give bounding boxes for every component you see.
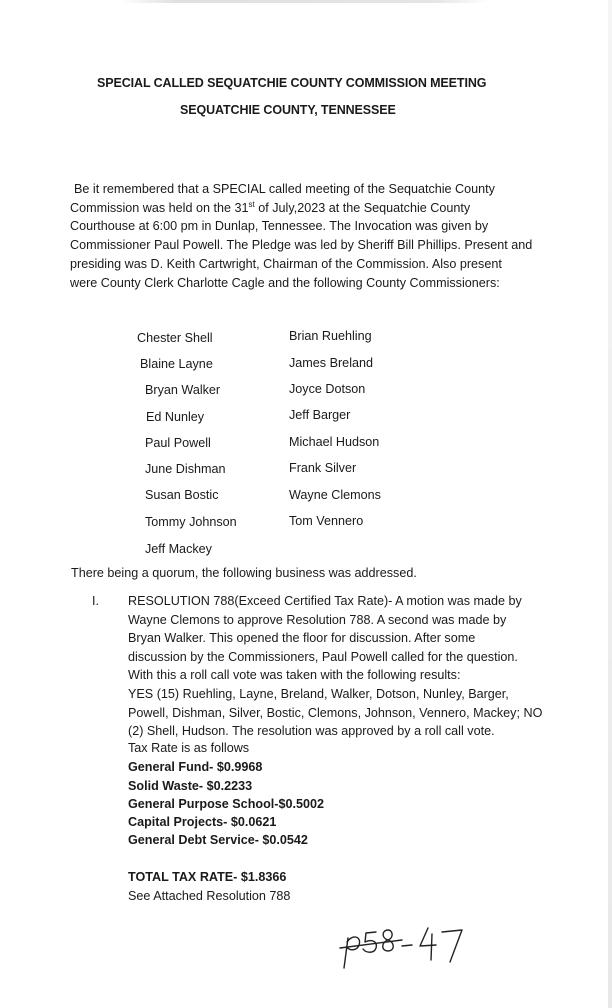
tax-rate-intro: Tax Rate is as follows xyxy=(128,741,250,755)
scan-edge-right xyxy=(608,0,612,1008)
commissioner-name: Tommy Johnson xyxy=(145,515,237,529)
ordinal-suffix: st xyxy=(248,199,255,209)
commissioner-name: Blaine Layne xyxy=(140,357,213,371)
tax-capital-projects: Capital Projects- $0.0621 xyxy=(128,815,277,829)
resolution-line: RESOLUTION 788(Exceed Certified Tax Rate)- A motion was made by xyxy=(128,594,522,608)
tax-general-debt-service: General Debt Service- $0.0542 xyxy=(128,833,308,847)
intro-line: Courthouse at 6:00 pm in Dunlap, Tennessee. The Invocation was given by xyxy=(70,219,489,234)
commissioner-name: Ed Nunley xyxy=(146,410,205,424)
commissioner-name: Susan Bostic xyxy=(145,488,219,502)
resolution-line: Bryan Walker. This opened the floor for discussion. After some xyxy=(128,631,476,646)
commissioner-name: June Dishman xyxy=(145,462,226,476)
commissioner-name: Brian Ruehling xyxy=(289,329,372,343)
commissioner-name: Wayne Clemons xyxy=(289,488,381,502)
commissioner-name: Joyce Dotson xyxy=(289,382,366,396)
handwritten-page-mark xyxy=(338,920,468,972)
quorum-statement: There being a quorum, the following business was addressed. xyxy=(71,566,417,580)
intro-line xyxy=(70,199,540,218)
commissioner-name: Jeff Barger xyxy=(289,408,351,422)
commissioner-name: Michael Hudson xyxy=(289,435,380,449)
total-tax-rate: TOTAL TAX RATE- $1.8366 xyxy=(128,870,287,884)
scan-edge-top xyxy=(120,0,490,3)
intro-line: Be it remembered that a SPECIAL called meeting of the Sequatchie County xyxy=(74,182,495,196)
intro-paragraph xyxy=(70,180,540,292)
commissioner-name: Jeff Mackey xyxy=(145,542,212,556)
commissioner-name: James Breland xyxy=(289,356,373,370)
county-subtitle: SEQUATCHIE COUNTY, TENNESSEE xyxy=(180,103,396,117)
commissioner-name: Chester Shell xyxy=(137,331,213,345)
resolution-line: With this a roll call vote was taken with the following results: xyxy=(128,668,461,683)
resolution-paragraph xyxy=(128,592,568,741)
tax-solid-waste: Solid Waste- $0.2233 xyxy=(128,779,253,793)
commissioner-name: Bryan Walker xyxy=(145,383,221,397)
commissioner-name: Tom Vennero xyxy=(289,514,364,528)
intro-line: were County Clerk Charlotte Cagle and the following County Commissioners: xyxy=(70,275,500,290)
resolution-line: discussion by the Commissioners, Paul Powell called for the question. xyxy=(128,649,518,664)
intro-line: presiding was D. Keith Cartwright, Chairman of the Commission. Also present xyxy=(70,256,502,271)
tax-general-fund: General Fund- $0.9968 xyxy=(128,760,263,774)
intro-line: Commissioner Paul Powell. The Pledge was led by Sheriff Bill Phillips. Present and xyxy=(70,238,533,253)
commissioner-name: Frank Silver xyxy=(289,461,357,475)
commissioner-name: Paul Powell xyxy=(145,436,211,450)
resolution-line: Powell, Dishman, Silver, Bostic, Clemons, Johnson, Vennero, Mackey; NO xyxy=(128,705,543,720)
tax-general-purpose-school: General Purpose School-$0.5002 xyxy=(128,797,324,811)
intro-text: Commission was held on the 31 xyxy=(70,200,249,215)
resolution-line: YES (15) Ruehling, Layne, Breland, Walker, Dotson, Nunley, Barger, xyxy=(128,686,509,701)
item-number: I. xyxy=(92,594,99,608)
intro-text: of July,2023 at the Sequatchie County xyxy=(254,200,471,215)
attached-resolution-note: See Attached Resolution 788 xyxy=(128,889,291,903)
meeting-title: SPECIAL CALLED SEQUATCHIE COUNTY COMMISSION MEETING xyxy=(97,76,487,90)
resolution-line: Wayne Clemons to approve Resolution 788. A second was made by xyxy=(128,612,507,627)
resolution-line: (2) Shell, Hudson. The resolution was approved by a roll call vote. xyxy=(128,724,495,739)
